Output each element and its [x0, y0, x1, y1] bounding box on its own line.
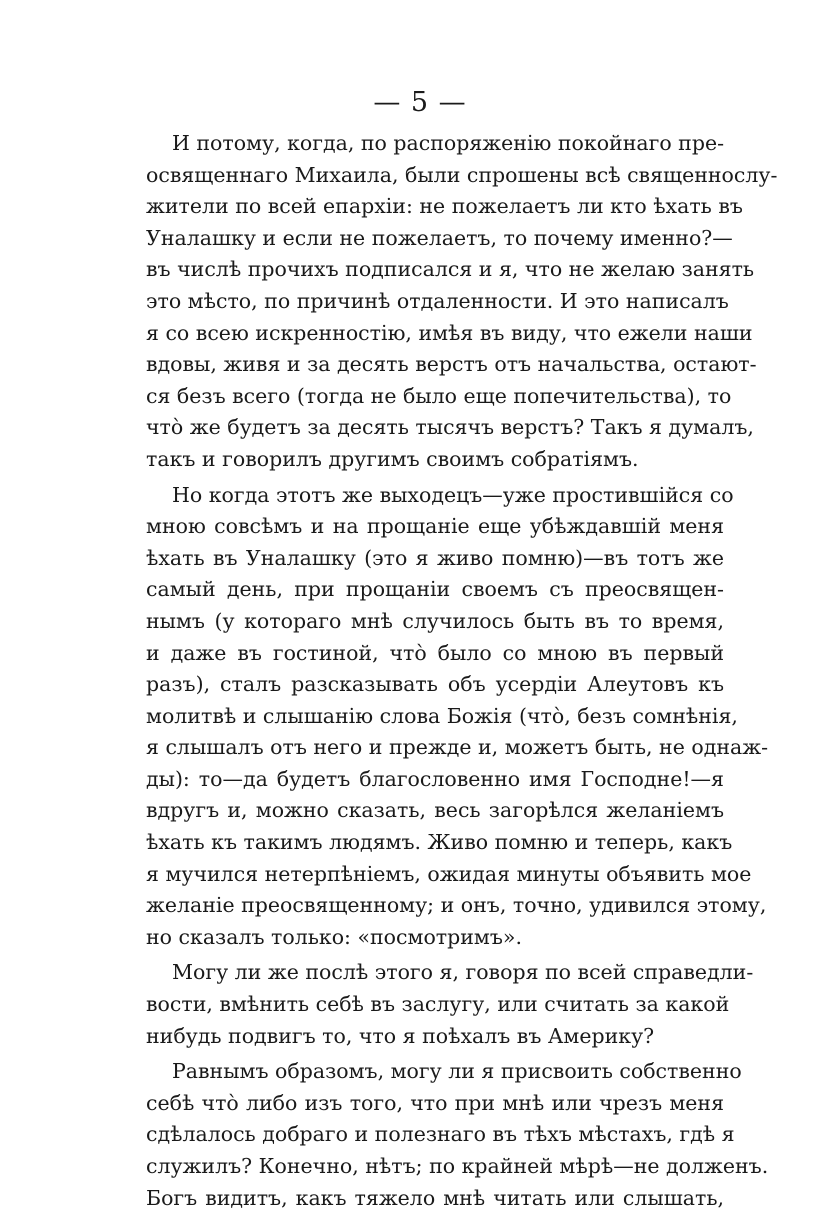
text-line: но сказалъ только: «посмотримъ».	[146, 924, 522, 949]
paragraph-2	[146, 480, 769, 954]
text-line: себѣ что̀ либо изъ того, что при мнѣ или чрезъ меня	[146, 1090, 724, 1115]
paragraph-3	[146, 957, 754, 1052]
text-line: молитвѣ и слышанію слова Божія (что̀, безъ сомнѣнія,	[146, 703, 738, 728]
text-line: Равнымъ образомъ, могу ли я присвоить собственно	[172, 1059, 742, 1084]
text-line: это мѣсто, по причинѣ отдаленности. И это написалъ	[146, 288, 729, 313]
body-text	[146, 128, 778, 1214]
text-line: ся безъ всего (тогда не было еще попечительства), то	[146, 383, 732, 408]
text-line: мною совсѣмъ и на прощаніе еще убѣждавшій меня	[146, 514, 724, 539]
text-line: освященнаго Михаила, были спрошены всѣ священнослу-	[146, 162, 778, 187]
text-line: я слышалъ отъ него и прежде и, можетъ быть, не однаж-	[146, 735, 769, 760]
text-line: самый день, при прощаніи своемъ съ преосвящен-	[146, 577, 724, 602]
text-line: такъ и говорилъ другимъ своимъ собратіямъ.	[146, 446, 639, 471]
text-line: вдовы, живя и за десять верстъ отъ начальства, остают-	[146, 352, 757, 377]
text-line: жители по всей епархіи: не пожелаетъ ли кто ѣхать въ	[146, 194, 743, 219]
text-line: И потому, когда, по распоряженію покойнаго пре-	[172, 131, 725, 155]
text-line: Богъ видитъ, какъ тяжело мнѣ читать или слышать,	[146, 1185, 724, 1210]
paragraph-4	[146, 1056, 769, 1214]
text-line: нибудь подвигъ то, что я поѣхалъ въ Америку?	[146, 1023, 655, 1048]
text-line: я мучился нетерпѣніемъ, ожидая минуты объявить мое	[146, 861, 752, 886]
text-line: и даже въ гостиной, что̀ было со мною въ первый	[146, 640, 724, 665]
page-number: — 5 —	[373, 87, 467, 118]
text-line: я со всею искренностію, имѣя въ виду, что ежели наши	[146, 320, 753, 345]
text-line: ѣхать въ Уналашку (это я живо помню)—въ тотъ же	[146, 545, 724, 570]
text-line: въ числѣ прочихъ подписался и я, что не желаю занять	[146, 257, 755, 282]
text-line: Но когда этотъ же выходецъ—уже простившійся со	[172, 482, 734, 507]
text-line: ды): то—да будетъ благословенно имя Господне!—я	[146, 766, 724, 791]
text-line: служилъ? Конечно, нѣтъ; по крайней мѣрѣ—не долженъ.	[146, 1154, 769, 1178]
text-line: разъ), сталъ разсказывать объ усердіи Алеутовъ къ	[146, 672, 724, 697]
text-line: вости, вмѣнить себѣ въ заслугу, или считать за какой	[146, 992, 730, 1017]
text-line: Могу ли же послѣ этого я, говоря по всей справедли-	[172, 960, 754, 985]
text-line: ѣхать къ такимъ людямъ. Живо помню и теперь, какъ	[146, 830, 733, 855]
text-line: желаніе преосвященному; и онъ, точно, удивился этому,	[146, 893, 767, 918]
text-line: нымъ (у котораго мнѣ случилось быть въ то время,	[146, 608, 724, 633]
paragraph-1	[146, 128, 778, 476]
text-line: сдѣлалось добраго и полезнаго въ тѣхъ мѣстахъ, гдѣ я	[146, 1122, 735, 1147]
text-line: что̀ же будетъ за десять тысячъ верстъ? Такъ я думалъ,	[146, 415, 754, 440]
text-line: вдругъ и, можно сказать, весь загорѣлся желаніемъ	[146, 798, 724, 823]
text-line: Уналашку и если не пожелаетъ, то почему именно?—	[146, 225, 733, 250]
